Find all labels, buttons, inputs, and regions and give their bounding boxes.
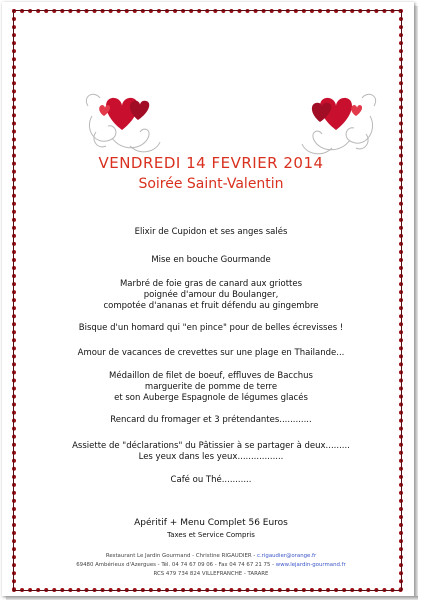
- page-shadow-bottom: [6, 596, 418, 600]
- event-date-heading: VENDREDI 14 FEVRIER 2014: [98, 154, 324, 172]
- event-name-heading: Soirée Saint-Valentin: [138, 176, 284, 192]
- page-shadow-right: [414, 6, 418, 598]
- footer-rcs-line: RCS 479 734 824 VILLEFRANCHE - TARARE: [153, 571, 269, 577]
- menu-item-text: Amour de vacances de crevettes sur une plage en Thailande...: [77, 348, 345, 358]
- menu-item-text: poignée d'amour du Boulanger,: [143, 290, 279, 300]
- menu-item: [40, 371, 382, 404]
- hearts-ornament-right-icon: [290, 86, 380, 158]
- menu-item-text: Médaillon de filet de boeuf, effluves de Bacchus: [109, 371, 313, 381]
- menu-item-text: Rencard du fromager et 3 prétendantes............: [110, 415, 312, 425]
- menu-item-text: et son Auberge Espagnole de légumes glacés: [114, 393, 308, 403]
- footer-website-link[interactable]: www.lejardin-gourmand.fr: [275, 562, 346, 568]
- footer-address-text: 69480 Ambérieux d'Azergues - Tél. 04 74 67 09 06 - Fax 04 74 67 21 75 -: [76, 562, 276, 568]
- menu-item-text: Mise en bouche Gourmande: [151, 255, 271, 265]
- menu-item: [40, 475, 382, 486]
- menu-item: [40, 323, 382, 334]
- menu-item: [40, 227, 382, 238]
- menu-item: [40, 348, 382, 359]
- price-line: Apéritif + Menu Complet 56 Euros: [134, 518, 288, 528]
- menu-item: [40, 255, 382, 266]
- menu-item-text: Bisque d'un homard qui "en pince" pour de belles écrevisses !: [78, 323, 344, 333]
- menu-item: [40, 279, 382, 312]
- menu-item-text: marguerite de pomme de terre: [144, 382, 278, 392]
- price-note: Taxes et Service Compris: [167, 531, 255, 539]
- menu-item-text: compotée d'ananas et fruit défendu au gingembre: [103, 301, 319, 311]
- menu-item: [40, 415, 382, 426]
- menu-item: [40, 441, 382, 463]
- menu-item-text: Assiette de "déclarations" du Pâtissier à se partager à deux.........: [72, 441, 350, 451]
- menu-item-text: Elixir de Cupidon et ses anges salés: [134, 227, 288, 237]
- footer-address-line: [0, 561, 422, 569]
- menu-item-text: Café ou Thé...........: [170, 475, 252, 485]
- footer-email-link[interactable]: c.rigaudier@orange.fr: [257, 553, 317, 559]
- hearts-ornament-left-icon: [82, 86, 170, 156]
- footer-contact-line: [0, 552, 422, 560]
- menu-item-text: Marbré de foie gras de canard aux griottes: [119, 279, 303, 289]
- footer-restaurant-text: Restaurant Le Jardin Gourmand - Christine RIGAUDIER -: [105, 553, 257, 559]
- menu-item-text: Les yeux dans les yeux.................: [138, 452, 284, 462]
